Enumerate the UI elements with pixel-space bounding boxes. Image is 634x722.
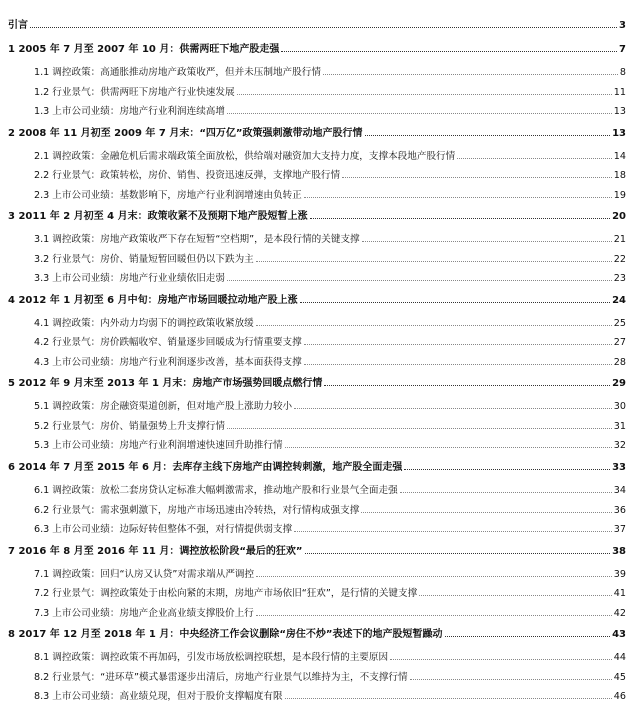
leader-dots — [304, 188, 612, 198]
entry-title: 4.2 行业景气：房价跌幅收窄、销量逐步回暖成为行情重要支撑 — [34, 337, 302, 348]
toc-entry-subsection[interactable] — [34, 670, 626, 685]
toc-entry-section[interactable] — [8, 126, 626, 141]
leader-dots — [281, 42, 617, 52]
entry-page: 36 — [613, 505, 626, 516]
entry-page: 42 — [613, 608, 626, 619]
leader-dots — [342, 168, 612, 178]
entry-page: 19 — [613, 190, 626, 201]
leader-dots — [410, 670, 612, 680]
entry-title: 6.2 行业景气：需求强刺激下，房地产市场迅速由冷转热，对行情构成强支撑 — [34, 505, 360, 516]
entry-title: 8.1 调控政策：调控政策不再加码，引发市场放松调控联想，是本段行情的主要原因 — [34, 652, 389, 663]
leader-dots — [227, 271, 612, 281]
toc-entry-subsection[interactable] — [34, 188, 626, 203]
entry-page: 32 — [613, 440, 626, 451]
entry-page: 27 — [613, 337, 626, 348]
leader-dots — [390, 650, 612, 660]
entry-page: 25 — [613, 318, 626, 329]
leader-dots — [323, 65, 618, 75]
leader-dots — [304, 335, 612, 345]
entry-page: 28 — [613, 357, 626, 368]
entry-title: 8.2 行业景气：“进环草”模式暴雷逐步出清后，房地产行业景气以维持为主，不支撑行情 — [34, 672, 408, 683]
toc-entry-subsection[interactable] — [34, 355, 626, 370]
entry-page: 38 — [612, 546, 626, 557]
entry-title: 2.1 调控政策：金融危机后需求端政策全面放松，供给端对融资加大支持力度，支撑本段地产股行情 — [34, 151, 456, 162]
leader-dots — [457, 149, 612, 159]
entry-page: 33 — [612, 462, 626, 473]
entry-title: 2.3 上市公司业绩：基数影响下，房地产行业利润增速由负转正 — [34, 190, 302, 201]
toc-entry-section[interactable] — [8, 627, 626, 642]
entry-page: 37 — [613, 524, 626, 535]
entry-title: 3.3 上市公司业绩：房地产行业业绩依旧走弱 — [34, 273, 225, 284]
toc-entry-subsection[interactable] — [34, 503, 626, 518]
entry-title: 7 2016 年 8 月至 2016 年 11 月：调控放松阶段“最后的狂欢” — [8, 546, 303, 557]
toc-entry-section[interactable] — [8, 544, 626, 559]
entry-title: 2 2008 年 11 月初至 2009 年 7 月末：“四万亿”政策强刺激带动地产股行情 — [8, 128, 363, 139]
leader-dots — [419, 586, 612, 596]
toc-entry-subsection[interactable] — [34, 252, 626, 267]
entry-title: 8 2017 年 12 月至 2018 年 1 月：中央经济工作会议删除“房住不炒”表述下的地产股短暂躁动 — [8, 629, 443, 640]
entry-page: 3 — [619, 20, 626, 31]
entry-title: 3.2 行业景气：房价、销量短暂回暖但仍以下跌为主 — [34, 254, 254, 265]
entry-title: 7.2 行业景气：调控政策处于由松向紧的末期，房地产市场依旧“狂欢”，是行情的关键支撑 — [34, 588, 418, 599]
leader-dots — [404, 460, 610, 470]
toc-entry-intro[interactable] — [8, 18, 626, 33]
entry-page: 13 — [612, 128, 626, 139]
entry-page: 43 — [612, 629, 626, 640]
entry-title: 8.3 上市公司业绩：高业绩兑现，但对于股价支撑幅度有限 — [34, 691, 283, 702]
entry-page: 39 — [613, 569, 626, 580]
leader-dots — [310, 209, 610, 219]
entry-title: 6 2014 年 7 月至 2015 年 6 月：去库存主线下房地产由调控转刺激，地产股全面走强 — [8, 462, 403, 473]
entry-page: 31 — [613, 421, 626, 432]
entry-page: 20 — [612, 211, 626, 222]
leader-dots — [445, 627, 611, 637]
entry-title: 4 2012 年 1 月初至 6 月中旬：房地产市场回暖拉动地产股上涨 — [8, 295, 298, 306]
toc-entry-subsection[interactable] — [34, 104, 626, 119]
toc-entry-subsection[interactable] — [34, 689, 626, 704]
entry-title: 5.2 行业景气：房价、销量强势上升支撑行情 — [34, 421, 225, 432]
leader-dots — [400, 483, 612, 493]
entry-title: 4.3 上市公司业绩：房地产行业利润逐步改善，基本面获得支撑 — [34, 357, 302, 368]
entry-title: 1.1 调控政策：高通胀推动房地产政策收严，但并未压制地产股行情 — [34, 67, 321, 78]
entry-title: 7.3 上市公司业绩：房地产企业高业绩支撑股价上行 — [34, 608, 254, 619]
leader-dots — [305, 544, 611, 554]
toc-entry-subsection[interactable] — [34, 419, 626, 434]
entry-page: 18 — [613, 170, 626, 181]
toc-entry-section[interactable] — [8, 460, 626, 475]
toc-entry-subsection[interactable] — [34, 522, 626, 537]
entry-page: 46 — [613, 691, 626, 702]
entry-page: 22 — [613, 254, 626, 265]
leader-dots — [285, 438, 612, 448]
entry-title: 2.2 行业景气：政策转松，房价、销售、投资迅速反弹，支撑地产股行情 — [34, 170, 341, 181]
toc-entry-subsection[interactable] — [34, 399, 626, 414]
leader-dots — [227, 104, 612, 114]
toc-entry-section[interactable] — [8, 376, 626, 391]
toc-entry-section[interactable] — [8, 293, 626, 308]
leader-dots — [294, 399, 612, 409]
toc-entry-subsection[interactable] — [34, 316, 626, 331]
leader-dots — [227, 419, 612, 429]
entry-page: 13 — [613, 106, 626, 117]
entry-page: 29 — [612, 378, 626, 389]
entry-page: 44 — [613, 652, 626, 663]
entry-title: 1.3 上市公司业绩：房地产行业利润连续高增 — [34, 106, 225, 117]
toc-entry-subsection[interactable] — [34, 606, 626, 621]
leader-dots — [256, 252, 612, 262]
toc-entry-subsection[interactable] — [34, 567, 626, 582]
toc-entry-section[interactable] — [8, 209, 626, 224]
entry-title: 3 2011 年 2 月初至 4 月末：政策收紧不及预期下地产股短暂上涨 — [8, 211, 308, 222]
toc-entry-subsection[interactable] — [34, 65, 626, 80]
toc-entry-subsection[interactable] — [34, 483, 626, 498]
leader-dots — [300, 293, 610, 303]
entry-title: 5.1 调控政策：房企融资渠道创新，但对地产股上涨助力较小 — [34, 401, 293, 412]
entry-page: 45 — [613, 672, 626, 683]
toc-entry-subsection[interactable] — [34, 168, 626, 183]
entry-title: 1 2005 年 7 月至 2007 年 10 月：供需两旺下地产股走强 — [8, 44, 280, 55]
entry-page: 11 — [613, 87, 626, 98]
entry-page: 14 — [613, 151, 626, 162]
entry-title: 3.1 调控政策：房地产政策收严下存在短暂“空档期”，是本段行情的关键支撑 — [34, 234, 360, 245]
toc-entry-subsection[interactable] — [34, 149, 626, 164]
entry-title: 5 2012 年 9 月末至 2013 年 1 月末：房地产市场强势回暖点燃行情 — [8, 378, 323, 389]
toc-entry-subsection[interactable] — [34, 85, 626, 100]
leader-dots — [365, 126, 611, 136]
entry-page: 24 — [612, 295, 626, 306]
leader-dots — [256, 567, 612, 577]
toc-entry-subsection[interactable] — [34, 438, 626, 453]
leader-dots — [361, 503, 611, 513]
toc-entry-subsection[interactable] — [34, 271, 626, 286]
toc-entry-subsection[interactable] — [34, 335, 626, 350]
entry-title: 1.2 行业景气：供需两旺下房地产行业快速发展 — [34, 87, 235, 98]
entry-page: 30 — [613, 401, 626, 412]
entry-title: 引言 — [8, 20, 28, 31]
entry-page: 7 — [619, 44, 626, 55]
toc-entry-section[interactable] — [8, 42, 626, 57]
entry-title: 7.1 调控政策：回归“认房又认贷”对需求端从严调控 — [34, 569, 255, 580]
entry-page: 41 — [613, 588, 626, 599]
entry-title: 6.1 调控政策：放松二套房贷认定标准大幅刺激需求，推动地产股和行业景气全面走强 — [34, 485, 398, 496]
toc-entry-subsection[interactable] — [34, 650, 626, 665]
toc-entry-subsection[interactable] — [34, 586, 626, 601]
entry-title: 5.3 上市公司业绩：房地产行业利润增速快速回升助推行情 — [34, 440, 283, 451]
toc-entry-subsection[interactable] — [34, 232, 626, 247]
leader-dots — [256, 316, 612, 326]
leader-dots — [237, 85, 612, 95]
entry-page: 21 — [613, 234, 626, 245]
leader-dots — [256, 606, 612, 616]
leader-dots — [324, 376, 610, 386]
entry-title: 6.3 上市公司业绩：边际好转但整体不强，对行情提供弱支撑 — [34, 524, 293, 535]
entry-page: 23 — [613, 273, 626, 284]
leader-dots — [285, 689, 612, 699]
leader-dots — [362, 232, 612, 242]
leader-dots — [30, 18, 617, 28]
entry-page: 34 — [613, 485, 626, 496]
leader-dots — [304, 355, 612, 365]
leader-dots — [294, 522, 612, 532]
entry-page: 8 — [619, 67, 626, 78]
entry-title: 4.1 调控政策：内外动力均弱下的调控政策收紧放缓 — [34, 318, 254, 329]
